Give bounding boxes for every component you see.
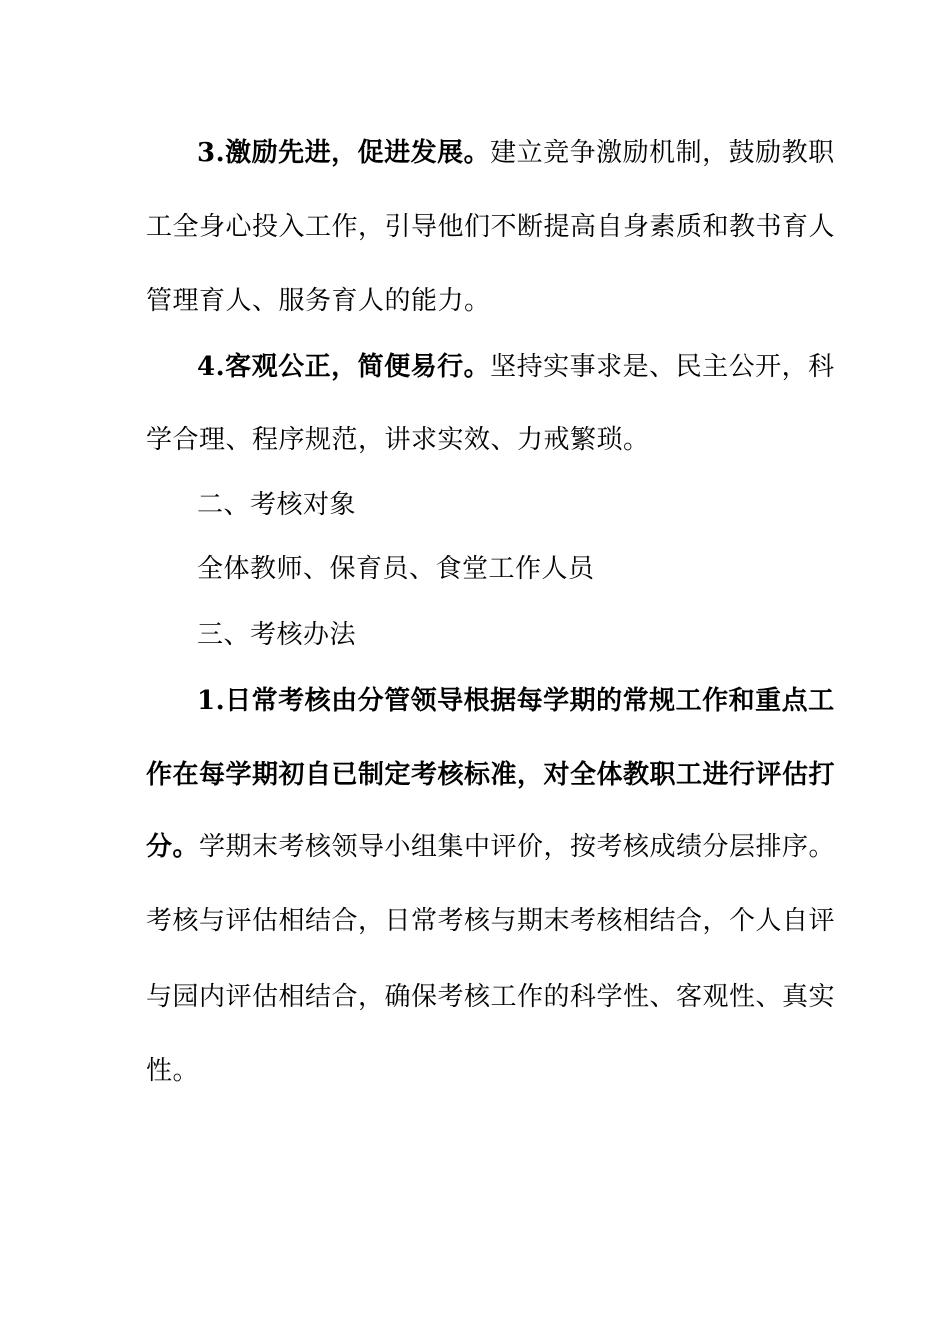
paragraph-3-lead: 3.激励先进，促进发展。 <box>197 138 491 168</box>
method-1-line-1: 1.日常考核由分管领导根据每学期的常规工作和重点工 <box>197 686 835 716</box>
method-1-line-2: 作在每学期初自已制定考核标准，对全体教职工进行评估打 <box>146 760 836 790</box>
method-1-line-6: 性。 <box>146 1056 200 1086</box>
section-2-heading: 二、考核对象 <box>197 490 357 520</box>
paragraph-3-line-2: 工全身心投入工作，引导他们不断提高自身素质和教书育人 <box>146 212 836 242</box>
method-1-line-4: 考核与评估相结合，日常考核与期末考核相结合，个人自评 <box>146 906 836 936</box>
method-1-line-3-bold: 分。 <box>146 832 200 862</box>
paragraph-3-text: 建立竞争激励机制，鼓励教职 <box>490 138 835 168</box>
paragraph-4-line-2: 学合理、程序规范，讲求实效、力戒繁琐。 <box>146 425 650 455</box>
method-1-line-3 <box>146 832 835 862</box>
method-1-line-5: 与园内评估相结合，确保考核工作的科学性、客观性、真实 <box>146 982 836 1012</box>
section-2-body: 全体教师、保育员、食堂工作人员 <box>197 554 595 584</box>
paragraph-4-text: 坚持实事求是、民主公开，科 <box>490 352 835 382</box>
method-1-line-3-text: 学期末考核领导小组集中评价，按考核成绩分层排序。 <box>199 832 836 862</box>
paragraph-4-lead: 4.客观公正，简便易行。 <box>197 352 491 382</box>
paragraph-3-line-3: 管理育人、服务育人的能力。 <box>146 286 491 316</box>
section-3-heading: 三、考核办法 <box>197 620 357 650</box>
paragraph-4-line-1 <box>197 352 835 382</box>
paragraph-3-line-1 <box>197 138 835 168</box>
